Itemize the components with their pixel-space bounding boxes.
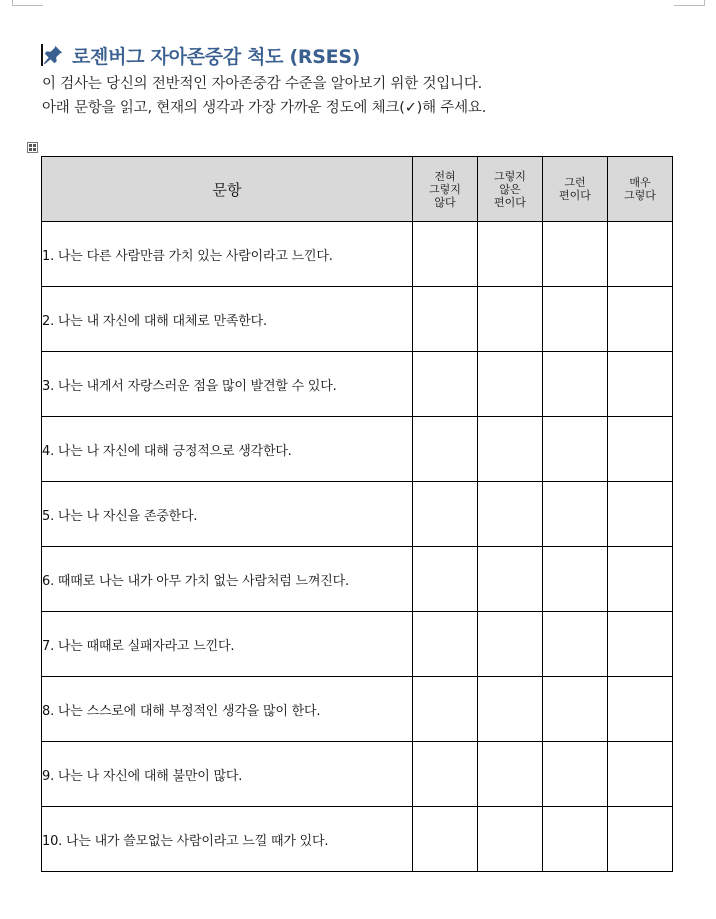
check-cell-agree[interactable] bbox=[543, 612, 608, 677]
table-row bbox=[42, 287, 673, 352]
check-cell-strongly-agree[interactable] bbox=[608, 742, 673, 807]
check-cell-disagree[interactable] bbox=[478, 222, 543, 287]
option-header-strongly-agree bbox=[608, 157, 673, 222]
option-header-line: 그렇다 bbox=[624, 189, 656, 202]
check-cell-disagree[interactable] bbox=[478, 677, 543, 742]
check-cell-strongly-disagree[interactable] bbox=[413, 222, 478, 287]
check-cell-disagree[interactable] bbox=[478, 482, 543, 547]
table-row bbox=[42, 417, 673, 482]
check-cell-strongly-disagree[interactable] bbox=[413, 417, 478, 482]
check-cell-strongly-agree[interactable] bbox=[608, 807, 673, 872]
option-header-disagree bbox=[478, 157, 543, 222]
check-cell-strongly-agree[interactable] bbox=[608, 352, 673, 417]
check-cell-agree[interactable] bbox=[543, 417, 608, 482]
check-cell-agree[interactable] bbox=[543, 807, 608, 872]
option-header-line: 편이다 bbox=[559, 189, 591, 202]
option-header-line: 그렇지 bbox=[494, 169, 526, 183]
table-header-row bbox=[42, 157, 673, 222]
table-row bbox=[42, 807, 673, 872]
check-cell-strongly-disagree[interactable] bbox=[413, 482, 478, 547]
option-header-line: 매우 bbox=[629, 176, 651, 189]
check-cell-strongly-agree[interactable] bbox=[608, 417, 673, 482]
check-cell-strongly-agree[interactable] bbox=[608, 222, 673, 287]
table-row bbox=[42, 482, 673, 547]
item-text: 1. 나는 다른 사람만큼 가치 있는 사람이라고 느낀다. bbox=[42, 222, 413, 287]
item-text: 6. 때때로 나는 내가 아무 가치 없는 사람처럼 느껴진다. bbox=[42, 547, 413, 612]
check-cell-strongly-agree[interactable] bbox=[608, 612, 673, 677]
item-text: 5. 나는 나 자신을 존중한다. bbox=[42, 482, 413, 547]
item-text: 8. 나는 스스로에 대해 부정적인 생각을 많이 한다. bbox=[42, 677, 413, 742]
description-line-1: 이 검사는 당신의 전반적인 자아존중감 수준을 알아보기 위한 것입니다. bbox=[42, 76, 483, 92]
table-row bbox=[42, 352, 673, 417]
check-cell-disagree[interactable] bbox=[478, 807, 543, 872]
table-move-handle-icon[interactable] bbox=[27, 142, 38, 153]
document-title: 로젠버그 자아존중감 척도 (RSES) bbox=[72, 45, 361, 68]
check-cell-strongly-disagree[interactable] bbox=[413, 287, 478, 352]
check-cell-strongly-agree[interactable] bbox=[608, 677, 673, 742]
page-corner-mark-top-left bbox=[12, 0, 43, 6]
item-text: 10. 나는 내가 쓸모없는 사람이라고 느낄 때가 있다. bbox=[42, 807, 413, 872]
item-text: 2. 나는 내 자신에 대해 대체로 만족한다. bbox=[42, 287, 413, 352]
document-title-row bbox=[42, 42, 360, 68]
check-cell-disagree[interactable] bbox=[478, 417, 543, 482]
option-header-line: 그런 bbox=[564, 176, 586, 189]
option-header-line: 편이다 bbox=[494, 195, 526, 209]
table-row bbox=[42, 742, 673, 807]
check-cell-agree[interactable] bbox=[543, 677, 608, 742]
check-cell-disagree[interactable] bbox=[478, 742, 543, 807]
rses-survey-table bbox=[41, 156, 673, 872]
check-cell-agree[interactable] bbox=[543, 352, 608, 417]
item-column-header: 문항 bbox=[42, 157, 413, 222]
check-cell-strongly-disagree[interactable] bbox=[413, 677, 478, 742]
item-text: 9. 나는 나 자신에 대해 불만이 많다. bbox=[42, 742, 413, 807]
check-cell-disagree[interactable] bbox=[478, 352, 543, 417]
option-header-strongly-disagree bbox=[413, 157, 478, 222]
option-header-line: 않은 bbox=[499, 182, 521, 196]
check-cell-agree[interactable] bbox=[543, 287, 608, 352]
check-cell-agree[interactable] bbox=[543, 742, 608, 807]
check-cell-strongly-agree[interactable] bbox=[608, 482, 673, 547]
check-cell-strongly-agree[interactable] bbox=[608, 287, 673, 352]
option-header-line: 전혀 bbox=[434, 169, 456, 183]
option-header-agree bbox=[543, 157, 608, 222]
page-corner-mark-top-right bbox=[674, 0, 705, 6]
check-cell-disagree[interactable] bbox=[478, 612, 543, 677]
check-cell-strongly-disagree[interactable] bbox=[413, 352, 478, 417]
option-header-line: 않다 bbox=[434, 195, 456, 209]
table-row bbox=[42, 547, 673, 612]
check-cell-agree[interactable] bbox=[543, 482, 608, 547]
check-cell-strongly-agree[interactable] bbox=[608, 547, 673, 612]
check-cell-strongly-disagree[interactable] bbox=[413, 547, 478, 612]
description-line-2: 아래 문항을 읽고, 현재의 생각과 가장 가까운 정도에 체크(✓)해 주세요. bbox=[42, 100, 487, 116]
pushpin-icon bbox=[42, 44, 64, 66]
check-cell-agree[interactable] bbox=[543, 547, 608, 612]
item-text: 3. 나는 내게서 자랑스러운 점을 많이 발견할 수 있다. bbox=[42, 352, 413, 417]
check-cell-strongly-disagree[interactable] bbox=[413, 612, 478, 677]
table-row bbox=[42, 612, 673, 677]
check-cell-disagree[interactable] bbox=[478, 547, 543, 612]
text-cursor bbox=[41, 44, 43, 66]
check-cell-strongly-disagree[interactable] bbox=[413, 742, 478, 807]
table-row bbox=[42, 677, 673, 742]
option-header-line: 그렇지 bbox=[429, 182, 461, 196]
check-cell-disagree[interactable] bbox=[478, 287, 543, 352]
check-cell-agree[interactable] bbox=[543, 222, 608, 287]
item-text: 4. 나는 나 자신에 대해 긍정적으로 생각한다. bbox=[42, 417, 413, 482]
check-cell-strongly-disagree[interactable] bbox=[413, 807, 478, 872]
item-text: 7. 나는 때때로 실패자라고 느낀다. bbox=[42, 612, 413, 677]
table-row bbox=[42, 222, 673, 287]
